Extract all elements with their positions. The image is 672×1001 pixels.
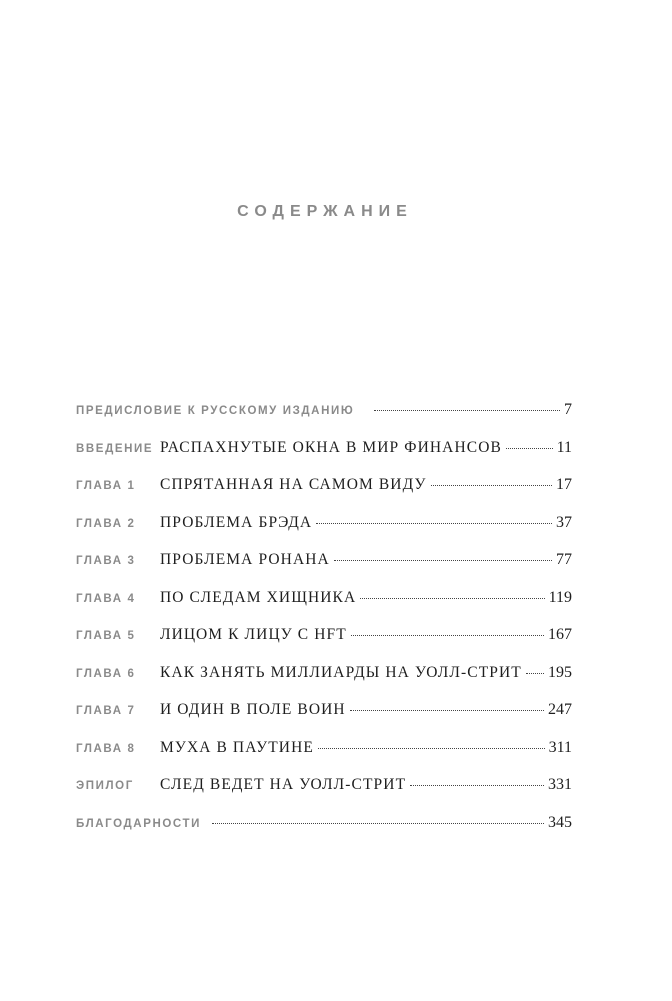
toc-entry-chapter-7[interactable] (76, 700, 572, 738)
toc-entry-title: ПО СЛЕДАМ ХИЩНИКА (160, 588, 357, 606)
dot-leader (526, 673, 544, 674)
toc-entry-chapter-1[interactable] (76, 475, 572, 513)
page-title: СОДЕРЖАНИЕ (237, 203, 413, 220)
dot-leader (431, 485, 552, 486)
dot-leader (374, 410, 560, 411)
toc-entry-page: 345 (548, 813, 572, 831)
toc-entry-body (370, 400, 572, 420)
toc-entry-label: ГЛАВА 4 (76, 592, 136, 605)
toc-entry-label: ГЛАВА 6 (76, 667, 136, 680)
toc-entry-page: 195 (548, 663, 572, 681)
toc-entry-acknowledgements[interactable] (76, 813, 572, 851)
toc-entry-chapter-4[interactable] (76, 588, 572, 626)
toc-entry-title: ПРОБЛЕМА РОНАНА (160, 551, 330, 568)
toc-entry-label: ЭПИЛОГ (76, 780, 134, 792)
toc-entry-body (160, 738, 572, 758)
toc-entry-chapter-6[interactable] (76, 663, 572, 701)
toc-entry-page: 331 (548, 776, 572, 793)
toc-entry-body (160, 475, 572, 495)
toc-entry-page: 77 (556, 551, 572, 568)
toc-entry-title: РАСПАХНУТЫЕ ОКНА В МИР ФИНАНСОВ (160, 438, 502, 456)
toc-entry-title: МУХА В ПАУТИНЕ (160, 738, 314, 756)
toc-entry-chapter-2[interactable] (76, 513, 572, 551)
dot-leader (410, 785, 544, 786)
toc-entry-chapter-3[interactable] (76, 550, 572, 588)
toc-entry-page: 17 (556, 476, 572, 493)
table-of-contents (76, 400, 572, 850)
toc-entry-label: ГЛАВА 8 (76, 742, 136, 755)
toc-entry-title: ПРОБЛЕМА БРЭДА (160, 513, 313, 531)
toc-entry-label: ГЛАВА 3 (76, 555, 136, 567)
toc-entry-page: 311 (548, 738, 572, 756)
dot-leader (316, 523, 552, 524)
toc-entry-label: ГЛАВА 5 (76, 630, 136, 642)
dot-leader (360, 598, 544, 599)
toc-entry-title: СПРЯТАННАЯ НА САМОМ ВИДУ (160, 476, 427, 493)
toc-entry-page: 11 (556, 438, 572, 456)
toc-entry-title: КАК ЗАНЯТЬ МИЛЛИАРДЫ НА УОЛЛ-СТРИТ (160, 663, 522, 681)
toc-entry-chapter-8[interactable] (76, 738, 572, 776)
dot-leader (334, 560, 552, 561)
toc-entry-title: И ОДИН В ПОЛЕ ВОИН (160, 701, 346, 718)
dot-leader (350, 710, 544, 711)
toc-entry-body (160, 775, 572, 795)
toc-entry-title: СЛЕД ВЕДЕТ НА УОЛЛ-СТРИТ (160, 776, 407, 793)
dot-leader (351, 635, 544, 636)
toc-entry-preface[interactable] (76, 400, 572, 438)
toc-entry-page: 7 (564, 401, 572, 418)
toc-entry-epilogue[interactable] (76, 775, 572, 813)
toc-entry-body (160, 513, 572, 533)
toc-entry-label: ГЛАВА 7 (76, 705, 136, 717)
toc-entry-label: ПРЕДИСЛОВИЕ К РУССКОМУ ИЗДАНИЮ (76, 405, 355, 417)
toc-entry-page: 247 (548, 701, 572, 718)
dot-leader (506, 448, 553, 449)
toc-entry-body (208, 813, 572, 833)
toc-entry-chapter-5[interactable] (76, 625, 572, 663)
toc-entry-body (160, 550, 572, 570)
toc-entry-body (160, 588, 572, 608)
dot-leader (318, 748, 545, 749)
toc-entry-label: БЛАГОДАРНОСТИ (76, 817, 202, 830)
toc-entry-introduction[interactable] (76, 438, 572, 476)
toc-entry-title: ЛИЦОМ К ЛИЦУ С HFT (160, 626, 347, 643)
toc-entry-label: ВВЕДЕНИЕ (76, 442, 154, 455)
dot-leader (212, 823, 544, 824)
toc-entry-body (160, 700, 572, 720)
toc-entry-page: 119 (548, 588, 572, 606)
toc-entry-body (160, 663, 572, 683)
toc-entry-page: 167 (548, 626, 572, 643)
toc-entry-body (160, 625, 572, 645)
toc-entry-label: ГЛАВА 1 (76, 480, 136, 492)
toc-entry-page: 37 (556, 513, 572, 531)
toc-entry-body (160, 438, 572, 458)
toc-entry-label: ГЛАВА 2 (76, 517, 136, 530)
